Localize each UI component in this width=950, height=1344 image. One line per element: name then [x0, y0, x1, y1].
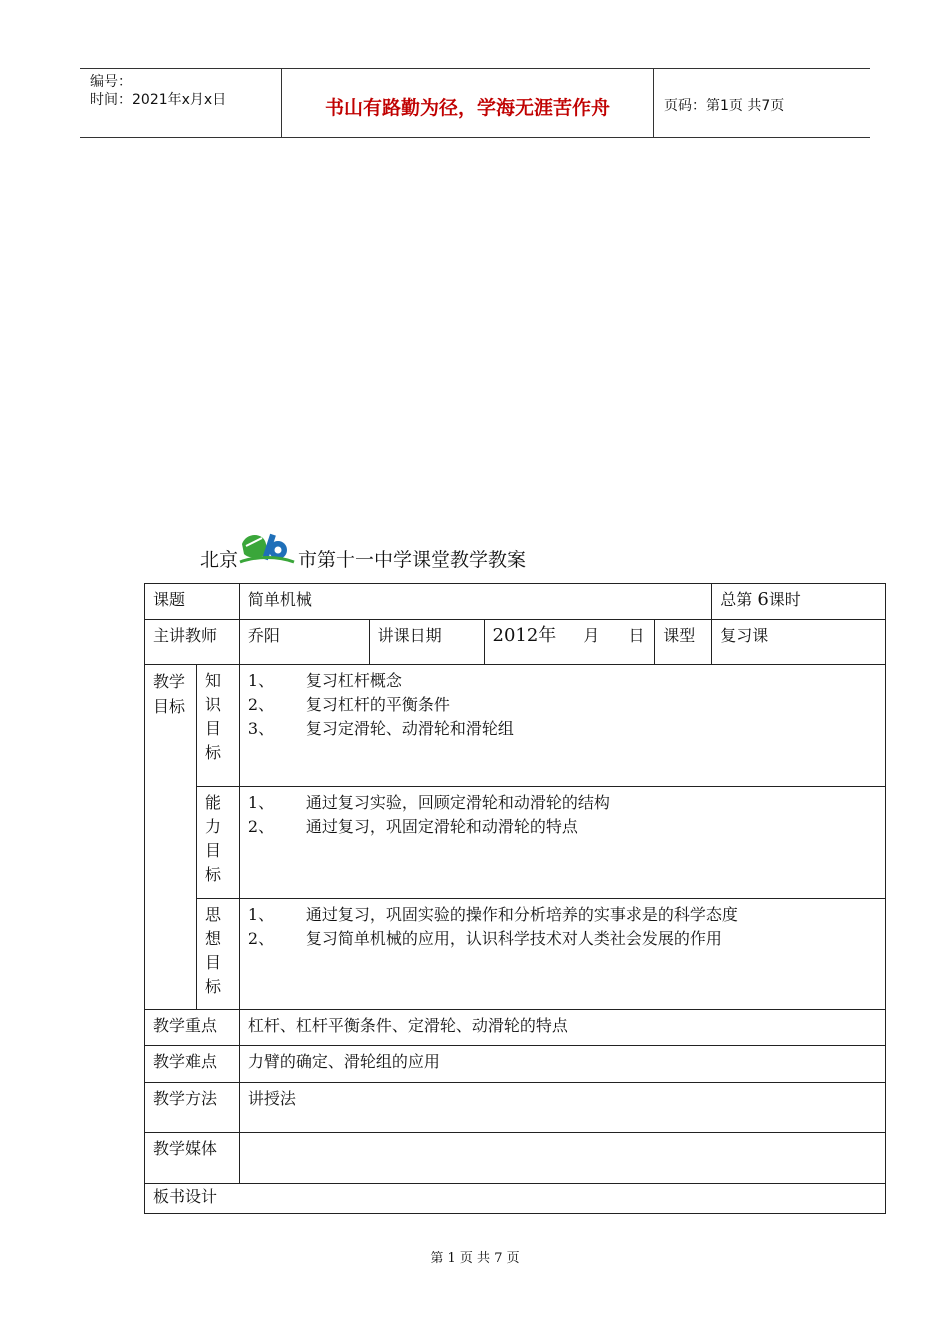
item-text: 复习定滑轮、动滑轮和滑轮组	[305, 719, 514, 738]
title-right: 市第十一中学课堂教学教案	[298, 549, 527, 571]
list-item	[248, 927, 877, 951]
list-item	[248, 791, 877, 815]
item-number: 1、	[247, 671, 275, 690]
date-day: 日	[628, 626, 645, 645]
media-row	[145, 1133, 886, 1184]
list-item	[248, 669, 877, 693]
key-points-value: 杠杆、杠杆平衡条件、定滑轮、动滑轮的特点	[239, 1010, 885, 1046]
header-motto: 书山有路勤为径，学海无涯苦作舟	[282, 69, 654, 137]
vertical-char: 标	[204, 743, 221, 762]
details-table	[144, 1009, 886, 1214]
goals-label-line-1: 教学	[153, 672, 186, 691]
item-number: 3、	[247, 719, 275, 738]
goals-table	[144, 664, 886, 1010]
thought-goal-label	[196, 899, 239, 1010]
vertical-char: 标	[204, 977, 221, 996]
list-item	[248, 815, 877, 839]
item-text: 复习简单机械的应用，认识科学技术对人类社会发展的作用	[305, 929, 722, 948]
method-row	[145, 1083, 886, 1133]
difficulties-row	[145, 1046, 886, 1083]
vertical-char: 标	[204, 865, 221, 884]
difficulties-value: 力臂的确定、滑轮组的应用	[239, 1046, 885, 1083]
key-points-row	[145, 1010, 886, 1046]
vertical-char: 知	[204, 671, 221, 690]
list-item	[248, 693, 877, 717]
vertical-char: 目	[204, 719, 221, 738]
list-item	[248, 903, 877, 927]
key-points-label: 教学重点	[145, 1010, 240, 1046]
item-text: 复习杠杆概念	[305, 671, 402, 690]
item-number: 2、	[247, 695, 275, 714]
board-row	[145, 1184, 886, 1214]
period-number: 6	[757, 589, 769, 610]
topic-label: 课题	[145, 584, 240, 620]
teacher-row	[145, 620, 886, 665]
type-label: 课型	[655, 620, 712, 665]
method-label: 教学方法	[145, 1083, 240, 1133]
vertical-char: 识	[204, 695, 221, 714]
period-cell	[712, 584, 886, 620]
date-value	[484, 620, 655, 665]
ability-goal-list	[239, 787, 885, 899]
vertical-char: 能	[204, 793, 221, 812]
teacher-label: 主讲教师	[145, 620, 240, 665]
knowledge-goal-row	[145, 665, 886, 787]
period-suffix: 课时	[768, 590, 801, 609]
ability-goal-row	[145, 787, 886, 899]
date-year: 2012年	[492, 625, 557, 646]
item-text: 通过复习实验，回顾定滑轮和动滑轮的结构	[305, 793, 610, 812]
time-label: 时间：2021年x月x日	[90, 92, 227, 108]
date-month: 月	[583, 626, 600, 645]
knowledge-goal-label	[196, 665, 239, 787]
item-number: 2、	[247, 817, 275, 836]
item-text: 通过复习，巩固实验的操作和分析培养的实事求是的科学态度	[305, 905, 738, 924]
vertical-char: 想	[204, 929, 221, 948]
title-left: 北京	[200, 549, 239, 571]
date-label: 讲课日期	[369, 620, 484, 665]
vertical-char: 力	[204, 817, 221, 836]
page-header	[80, 68, 870, 138]
media-label: 教学媒体	[145, 1133, 240, 1184]
page-footer: 第 1 页 共 7 页	[430, 1251, 520, 1266]
topic-row	[145, 584, 886, 620]
lesson-plan-table	[144, 583, 886, 665]
vertical-char: 目	[204, 841, 221, 860]
topic-value: 简单机械	[239, 584, 711, 620]
thought-goal-row	[145, 899, 886, 1010]
school-logo	[238, 528, 296, 570]
item-text: 通过复习，巩固定滑轮和动滑轮的特点	[305, 817, 578, 836]
item-number: 1、	[247, 905, 275, 924]
teacher-value: 乔阳	[239, 620, 369, 665]
media-value	[239, 1133, 885, 1184]
item-number: 2、	[247, 929, 275, 948]
list-item	[248, 717, 877, 741]
knowledge-goal-list	[239, 665, 885, 787]
board-label: 板书设计	[145, 1184, 886, 1214]
item-number: 1、	[247, 793, 275, 812]
period-prefix: 总第	[720, 590, 753, 609]
method-value: 讲授法	[239, 1083, 885, 1133]
type-value: 复习课	[712, 620, 886, 665]
thought-goal-list	[239, 899, 885, 1010]
serial-label: 编号：	[90, 74, 132, 90]
header-page-info: 页码：第1页 共7页	[664, 98, 785, 114]
difficulties-label: 教学难点	[145, 1046, 240, 1083]
header-meta	[80, 69, 282, 137]
goals-label	[145, 665, 197, 1010]
vertical-char: 目	[204, 953, 221, 972]
document-title	[200, 545, 526, 572]
item-text: 复习杠杆的平衡条件	[305, 695, 450, 714]
ability-goal-label	[196, 787, 239, 899]
vertical-char: 思	[204, 905, 221, 924]
goals-label-line-2: 目标	[153, 697, 186, 716]
